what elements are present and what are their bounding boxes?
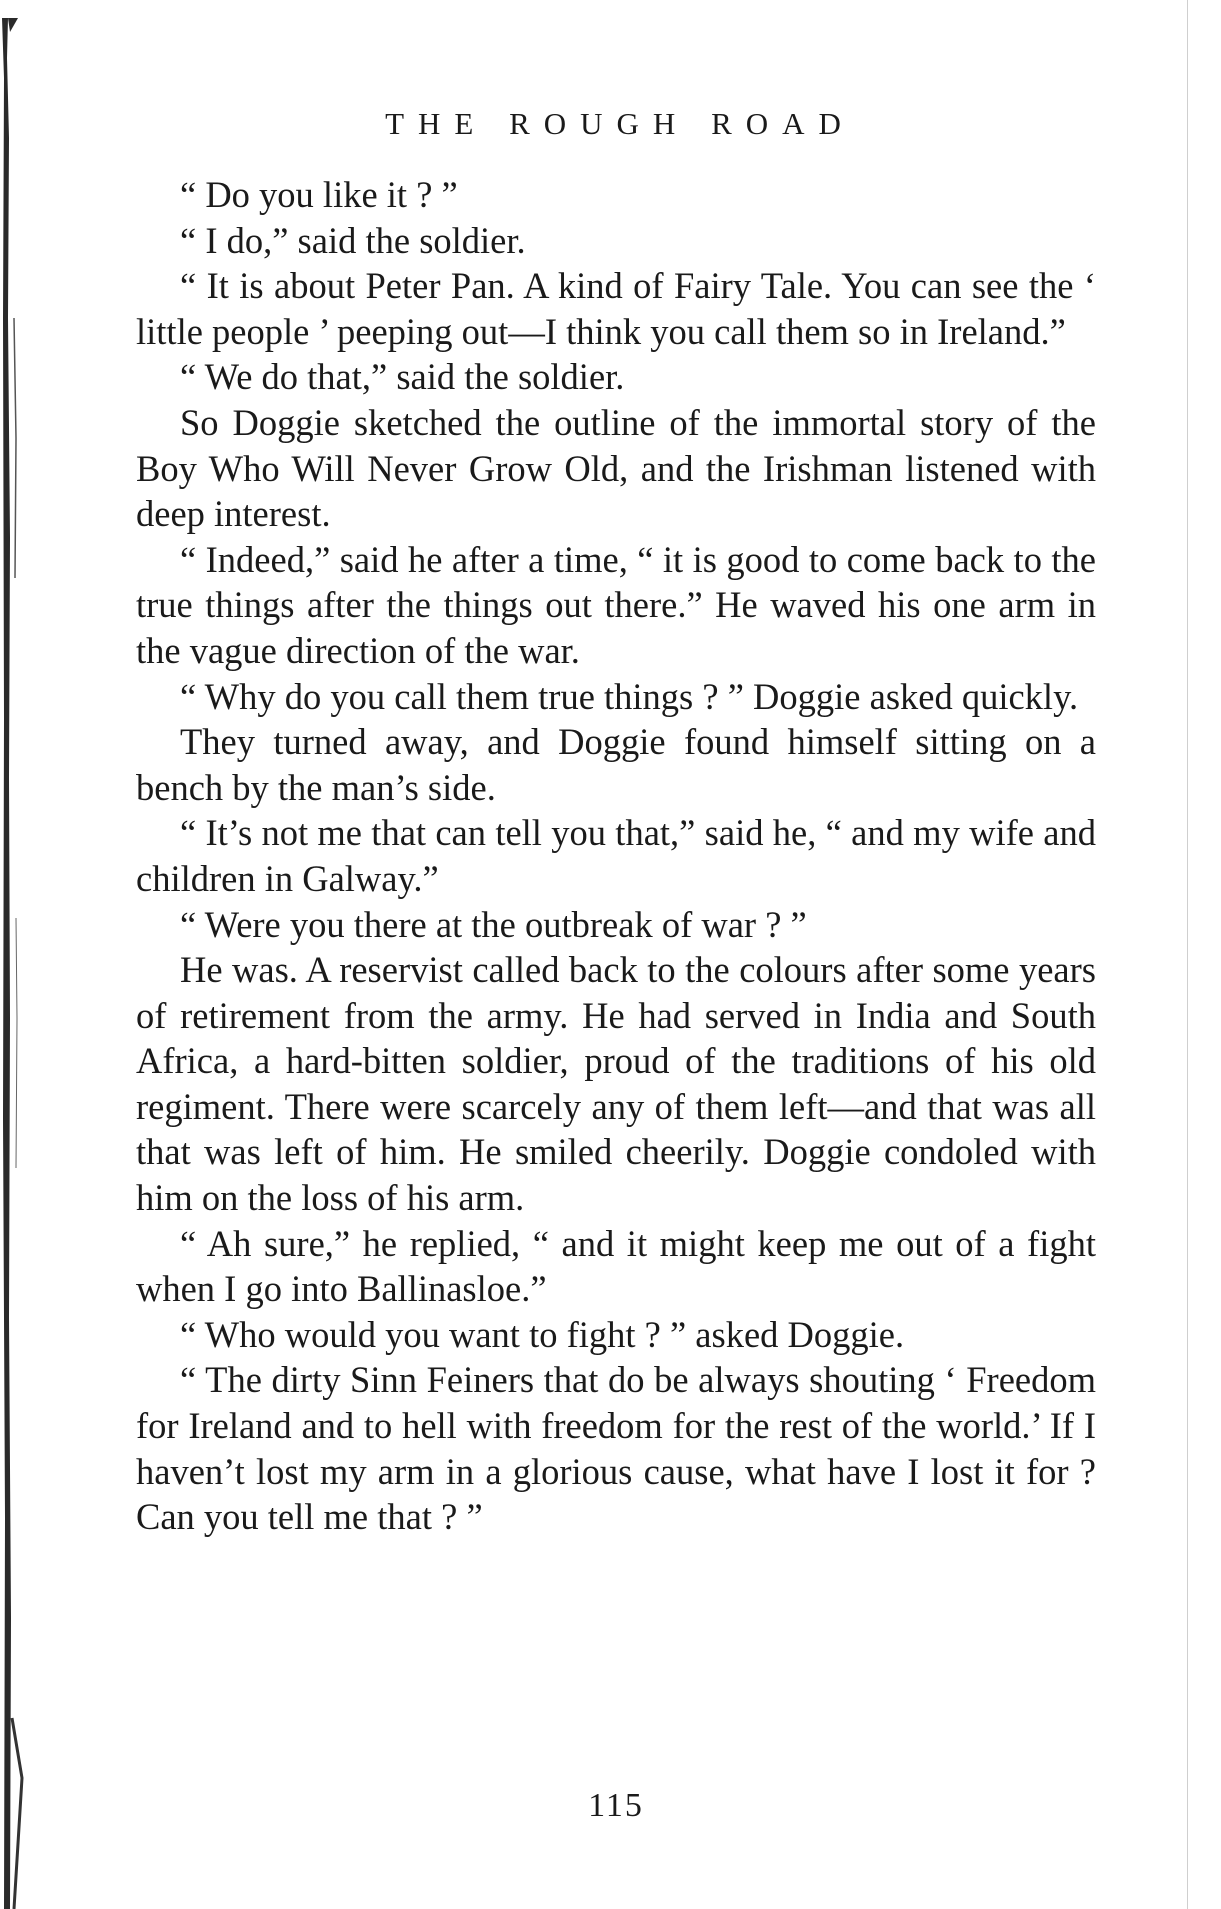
paragraph: “ It’s not me that can tell you that,” said he, “ and my wife and children in Galway.” — [136, 812, 1096, 899]
paragraph: “ Do you like it ? ” — [180, 174, 458, 215]
body-text — [136, 172, 1096, 1540]
paragraph: “ Indeed,” said he after a time, “ it is good to come back to the true things after the things out there.” He waved his one arm in the vague direction of the war. — [136, 538, 1096, 671]
page-binding-edge — [0, 18, 40, 1909]
paragraph: “ Were you there at the outbreak of war ? ” — [180, 903, 807, 945]
paragraph: “ Ah sure,” he replied, “ and it might keep me out of a fight when I go into Ballinasloe.” — [136, 1222, 1096, 1310]
page-number: 115 — [588, 1787, 644, 1824]
paragraph: “ The dirty Sinn Feiners that do be always shouting ‘ Freedom for Ireland and to hell with freedom for the rest of the world.’ If I haven’t lost my arm in a glorious cause, what have I lost it for ? Can you tell me that ? ” — [136, 1359, 1096, 1538]
paragraph: He was. A reservist called back to the colours after some years of retirement from the army. He had served in India and South Africa, a hard-bitten soldier, proud of the traditions of his old regiment. There were scarcely any of them left—and that was all that was left of him. He smiled cheerily. Doggie condoled with him on the loss of his arm. — [136, 949, 1096, 1219]
paragraph: “ It is about Peter Pan. A kind of Fairy Tale. You can see the ‘ little people ’ peeping out—I think you call them so in Ireland.” — [136, 265, 1096, 352]
paragraph: “ We do that,” said the soldier. — [180, 356, 625, 398]
page-edge-rule — [1187, 0, 1188, 1909]
running-head: THE ROUGH ROAD — [385, 106, 855, 141]
paragraph: “ Why do you call them true things ? ” Doggie asked quickly. — [180, 675, 1079, 717]
paragraph: “ Who would you want to fight ? ” asked Doggie. — [180, 1313, 905, 1355]
paragraph: They turned away, and Doggie found himself sitting on a bench by the man’s side. — [136, 721, 1096, 808]
paragraph: So Doggie sketched the outline of the immortal story of the Boy Who Will Never Grow Old, and the Irishman listened with deep interest. — [136, 401, 1096, 535]
paragraph: “ I do,” said the soldier. — [180, 219, 526, 261]
